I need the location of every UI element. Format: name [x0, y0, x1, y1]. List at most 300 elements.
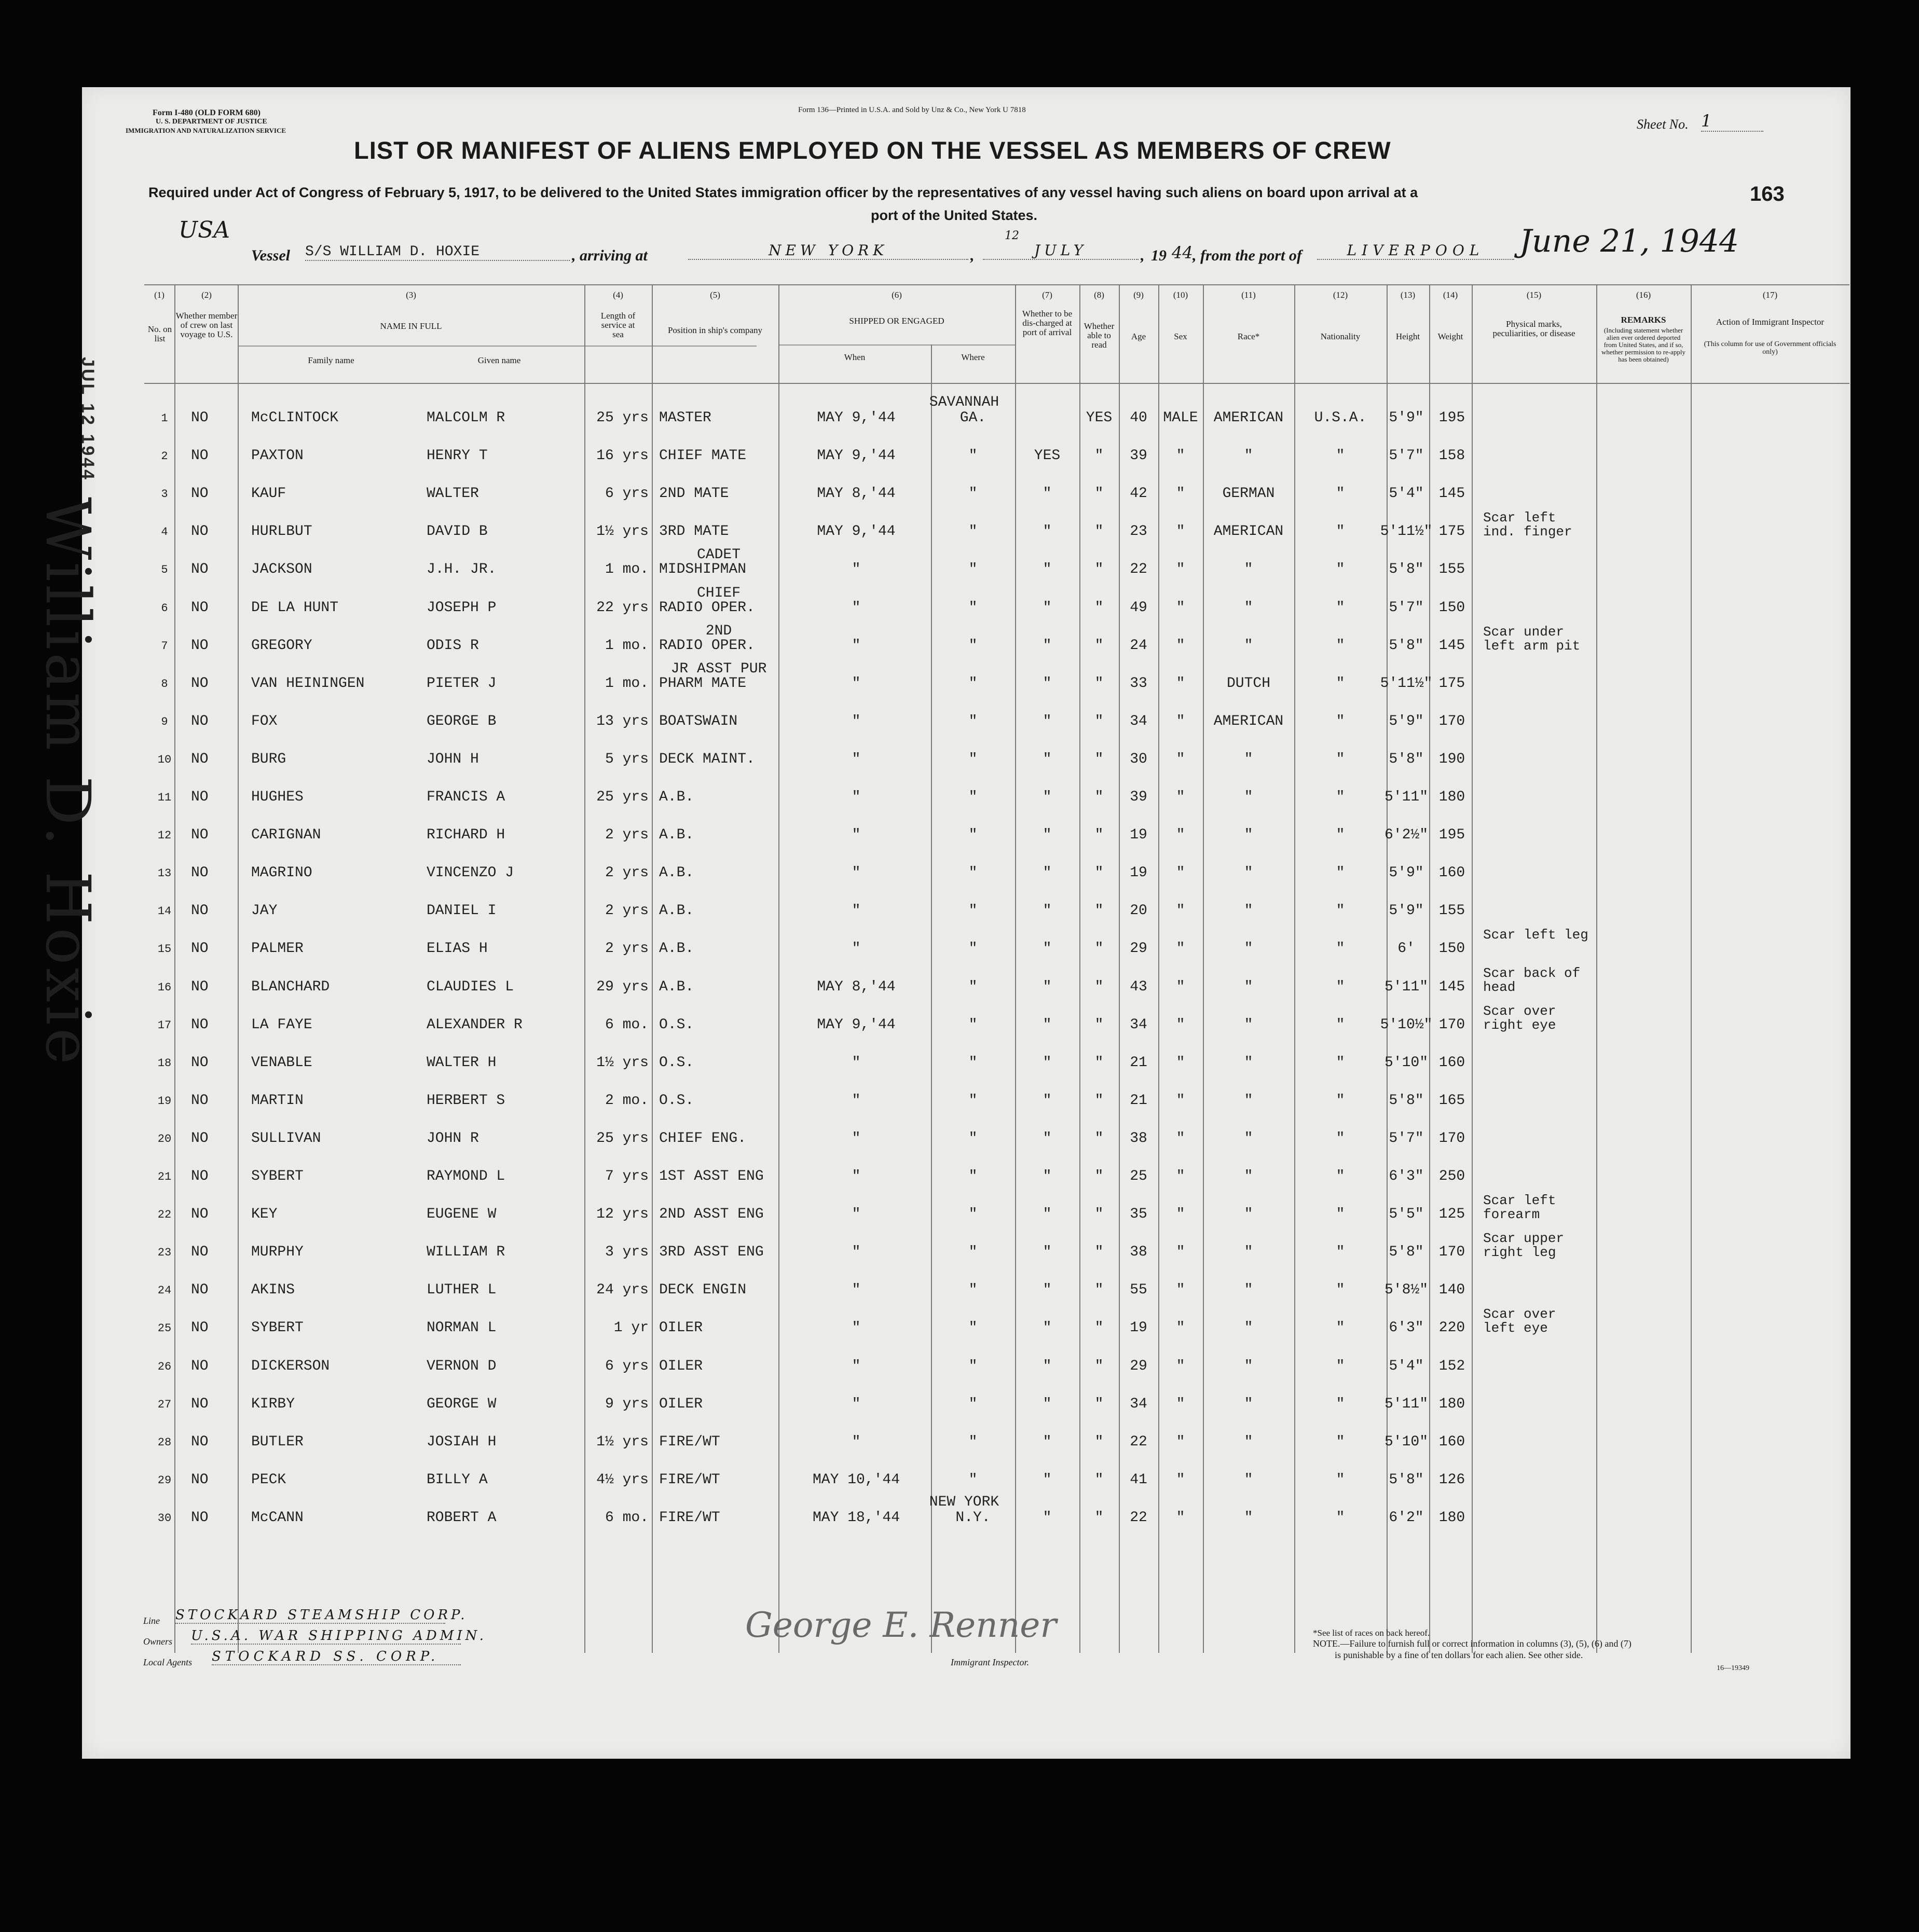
weight: 160: [1438, 1433, 1465, 1450]
col11-number: (11): [1241, 290, 1256, 300]
shipped-where: ": [968, 1054, 978, 1071]
given-name: VINCENZO J: [427, 865, 514, 881]
line-value: STOCKARD STEAMSHIP CORP.: [175, 1607, 468, 1623]
shipped-when: ": [852, 1092, 861, 1109]
height: 5'11": [1384, 1396, 1428, 1412]
col16-number: (16): [1636, 290, 1651, 300]
height: 6'3": [1389, 1320, 1424, 1336]
height: 5'4": [1389, 1358, 1424, 1374]
table-row: [82, 893, 1851, 931]
prev-voyage: NO: [191, 941, 209, 957]
race: ": [1244, 1016, 1253, 1033]
physical-marks: Scar over left eye: [1483, 1306, 1556, 1336]
shipped-where: ": [968, 637, 978, 654]
col6-header: SHIPPED OR ENGAGED: [849, 316, 944, 326]
given-name: ELIAS H: [427, 941, 488, 957]
table-row: [82, 1425, 1851, 1462]
prev-voyage: NO: [191, 448, 209, 464]
discharged: ": [1043, 1471, 1052, 1488]
family-name: AKINS: [251, 1282, 295, 1299]
given-name: JOSEPH P: [427, 599, 497, 616]
able-to-read: ": [1094, 1509, 1104, 1526]
age: 34: [1130, 1016, 1147, 1033]
table-row: [82, 623, 1851, 666]
table-row: [82, 780, 1851, 818]
family-name: KAUF: [251, 486, 286, 502]
col13-header: Height: [1395, 332, 1420, 341]
race: ": [1244, 789, 1253, 805]
family-name: KIRBY: [251, 1396, 295, 1412]
subtitle-line-1: Required under Act of Congress of February 5, 1917, to be delivered to the United States immigration officer by the representatives of any vessel having such aliens on board upon arrival at a: [148, 185, 1418, 200]
given-name: J.H. JR.: [427, 561, 497, 578]
col5-header: Position in ship's company: [667, 325, 763, 335]
row-number: 12: [157, 829, 172, 843]
sex: ": [1176, 486, 1185, 502]
discharged: ": [1043, 1320, 1052, 1336]
weight: 170: [1438, 713, 1465, 729]
physical-marks: Scar left leg: [1483, 927, 1588, 943]
table-row: [82, 704, 1851, 742]
nationality: ": [1336, 1358, 1345, 1374]
length-of-service: 24 yrs: [596, 1282, 649, 1299]
weight: 170: [1438, 1244, 1465, 1261]
discharged: ": [1043, 713, 1052, 729]
position: OILER: [659, 1396, 703, 1412]
family-name: VENABLE: [251, 1054, 312, 1071]
sheet-number: 1: [1701, 111, 1763, 132]
age: 23: [1130, 523, 1147, 540]
weight: 140: [1438, 1282, 1465, 1299]
given-name: NORMAN L: [427, 1320, 497, 1336]
sex: ": [1176, 637, 1185, 654]
race: ": [1244, 941, 1253, 957]
inspector-signature: George E. Renner: [745, 1605, 1057, 1645]
weight: 155: [1438, 903, 1465, 919]
family-name: MAGRINO: [251, 865, 312, 881]
discharged: ": [1043, 1130, 1052, 1147]
weight: 165: [1438, 1092, 1465, 1109]
length-of-service: 5 yrs: [605, 751, 649, 767]
position: FIRE/WT: [659, 1509, 720, 1526]
col15-number: (15): [1526, 290, 1542, 300]
age: 22: [1130, 1509, 1147, 1526]
given-name: ROBERT A: [427, 1509, 497, 1526]
col9-number: (9): [1133, 290, 1144, 300]
family-name: JACKSON: [251, 561, 312, 578]
shipped-where: ": [968, 1396, 978, 1412]
col16-subheader: (Including statement whether alien ever ordered deported from United States, and if so, whether permission to re-apply has been obtained): [1601, 326, 1686, 363]
length-of-service: 6 yrs: [605, 486, 649, 502]
position: OILER: [659, 1320, 703, 1336]
given-name: WALTER H: [427, 1054, 497, 1071]
owners-value: U.S.A. WAR SHIPPING ADMIN.: [191, 1628, 487, 1644]
row-number: 2: [161, 450, 168, 463]
shipped-when: ": [852, 675, 861, 692]
physical-marks: Scar under left arm pit: [1483, 624, 1581, 654]
penalty-note-2: is punishable by a fine of ten dollars for each alien. See other side.: [1335, 1650, 1583, 1660]
family-name: PECK: [251, 1471, 286, 1488]
shipped-where: ": [968, 1471, 978, 1488]
race: ": [1244, 751, 1253, 767]
race: ": [1244, 1320, 1253, 1336]
given-name: GEORGE B: [427, 713, 497, 729]
sex: ": [1176, 675, 1185, 692]
page-title: LIST OR MANIFEST OF ALIENS EMPLOYED ON THE VESSEL AS MEMBERS OF CREW: [354, 136, 1391, 164]
age: 49: [1130, 599, 1147, 616]
prev-voyage: NO: [191, 1471, 209, 1488]
length-of-service: 2 yrs: [605, 865, 649, 881]
shipped-where: ": [968, 1282, 978, 1299]
height: 6'3": [1389, 1168, 1424, 1184]
position: 1ST ASST ENG: [659, 1168, 764, 1184]
col2-number: (2): [201, 290, 212, 300]
given-name: DANIEL I: [427, 903, 497, 919]
nationality: ": [1336, 827, 1345, 844]
position: 2ND ASST ENG: [659, 1206, 764, 1223]
col11-header: Race*: [1237, 332, 1260, 341]
row-number: 28: [157, 1436, 172, 1449]
table-row: [82, 855, 1851, 893]
race: ": [1244, 1433, 1253, 1450]
form-number: Form I-480 (OLD FORM 680): [153, 108, 261, 117]
weight: 160: [1438, 1054, 1465, 1071]
col3b-header: Given name: [477, 355, 521, 365]
from-label: , from the port of: [1192, 247, 1302, 264]
weight: 195: [1438, 827, 1465, 844]
shipped-where: ": [968, 523, 978, 540]
nationality: ": [1336, 599, 1345, 616]
row-number: 8: [161, 677, 168, 691]
given-name: WILLIAM R: [427, 1244, 505, 1261]
table-row: [82, 547, 1851, 590]
shipped-when: ": [852, 1282, 861, 1299]
prev-voyage: NO: [191, 1282, 209, 1299]
discharged: ": [1043, 1433, 1052, 1450]
height: 5'8": [1389, 1471, 1424, 1488]
given-name: ALEXANDER R: [427, 1016, 523, 1033]
weight: 125: [1438, 1206, 1465, 1223]
table-row: [82, 818, 1851, 855]
shipped-where: ": [968, 789, 978, 805]
able-to-read: ": [1094, 1244, 1104, 1261]
row-number: 13: [157, 867, 172, 880]
height: 5'8": [1389, 637, 1424, 654]
position: CHIEF ENG.: [659, 1130, 747, 1147]
nationality: ": [1336, 448, 1345, 464]
shipped-when: ": [852, 789, 861, 805]
length-of-service: 6 mo.: [605, 1016, 649, 1033]
length-of-service: 16 yrs: [596, 448, 649, 464]
prev-voyage: NO: [191, 637, 209, 654]
weight: 195: [1438, 410, 1465, 426]
row-number: 1: [161, 412, 168, 425]
age: 42: [1130, 486, 1147, 502]
nationality: ": [1336, 903, 1345, 919]
weight: 145: [1438, 486, 1465, 502]
position: MASTER: [659, 410, 711, 426]
discharged: ": [1043, 1358, 1052, 1374]
table-row: [82, 438, 1851, 476]
discharged: ": [1043, 827, 1052, 844]
row-number: 7: [161, 639, 168, 653]
shipped-when: ": [852, 1433, 861, 1450]
given-name: RAYMOND L: [427, 1168, 505, 1184]
able-to-read: ": [1094, 1396, 1104, 1412]
col8-header: Whether able to read: [1084, 321, 1115, 350]
row-number: 4: [161, 526, 168, 539]
row-number: 11: [157, 791, 172, 804]
height: 5'10": [1384, 1054, 1428, 1071]
age: 41: [1130, 1471, 1147, 1488]
discharged: ": [1043, 1054, 1052, 1071]
col4-number: (4): [613, 290, 623, 300]
col15-header: Physical marks, peculiarities, or disease: [1492, 319, 1575, 338]
shipped-where: ": [968, 1130, 978, 1147]
sex: ": [1176, 1471, 1185, 1488]
length-of-service: 2 yrs: [605, 827, 649, 844]
weight: 126: [1438, 1471, 1465, 1488]
weight: 160: [1438, 865, 1465, 881]
weight: 170: [1438, 1016, 1465, 1033]
prev-voyage: NO: [191, 1358, 209, 1374]
prev-voyage: NO: [191, 865, 209, 881]
discharged: ": [1043, 903, 1052, 919]
able-to-read: ": [1094, 1168, 1104, 1184]
sex: ": [1176, 1244, 1185, 1261]
row-number: 23: [157, 1246, 172, 1260]
row-number: 15: [157, 943, 172, 956]
sex: ": [1176, 789, 1185, 805]
age: 38: [1130, 1244, 1147, 1261]
sex: ": [1176, 903, 1185, 919]
able-to-read: YES: [1086, 410, 1113, 426]
length-of-service: 9 yrs: [605, 1396, 649, 1412]
able-to-read: ": [1094, 486, 1104, 502]
discharged: ": [1043, 637, 1052, 654]
shipped-where: ": [968, 713, 978, 729]
position: OILER: [659, 1358, 703, 1374]
length-of-service: 25 yrs: [596, 410, 649, 426]
prev-voyage: NO: [191, 713, 209, 729]
shipped-where: ": [968, 865, 978, 881]
able-to-read: ": [1094, 865, 1104, 881]
given-name: CLAUDIES L: [427, 978, 514, 995]
age: 22: [1130, 561, 1147, 578]
race: ": [1244, 1130, 1253, 1147]
prev-voyage: NO: [191, 486, 209, 502]
shipped-where: ": [968, 1168, 978, 1184]
table-row: [82, 1494, 1851, 1538]
length-of-service: 1 yr: [613, 1320, 649, 1336]
given-name: FRANCIS A: [427, 789, 505, 805]
table-row: [82, 1193, 1851, 1235]
age: 55: [1130, 1282, 1147, 1299]
shipped-where: ": [968, 941, 978, 957]
sex: ": [1176, 1509, 1185, 1526]
given-name: HERBERT S: [427, 1092, 505, 1109]
height: 6'2½": [1384, 827, 1428, 844]
prev-voyage: NO: [191, 1168, 209, 1184]
given-name: BILLY A: [427, 1471, 488, 1488]
given-name: WALTER: [427, 486, 479, 502]
weight: 155: [1438, 561, 1465, 578]
table-row: [82, 742, 1851, 780]
prev-voyage: NO: [191, 1016, 209, 1033]
race: ": [1244, 1396, 1253, 1412]
sheet-label: Sheet No.: [1637, 117, 1689, 132]
nationality: ": [1336, 561, 1345, 578]
departure-port: LIVERPOOL: [1317, 242, 1514, 260]
height: 5'11½": [1380, 675, 1433, 692]
height: 5'10": [1384, 1433, 1428, 1450]
race: ": [1244, 448, 1253, 464]
age: 30: [1130, 751, 1147, 767]
discharged: ": [1043, 1396, 1052, 1412]
col17-header: Action of Immigrant Inspector: [1716, 317, 1825, 327]
shipped-where: ": [968, 1320, 978, 1336]
length-of-service: 1 mo.: [605, 675, 649, 692]
prev-voyage: NO: [191, 751, 209, 767]
inspector-label: Immigrant Inspector.: [951, 1657, 1029, 1667]
weight: 150: [1438, 941, 1465, 957]
family-name: GREGORY: [251, 637, 312, 654]
able-to-read: ": [1094, 1320, 1104, 1336]
able-to-read: ": [1094, 713, 1104, 729]
col17-number: (17): [1762, 290, 1778, 300]
length-of-service: 22 yrs: [596, 599, 649, 616]
race: ": [1244, 1168, 1253, 1184]
sex: ": [1176, 941, 1185, 957]
shipped-where: ": [968, 827, 978, 844]
shipped-where: ": [968, 561, 978, 578]
given-name: JOHN R: [427, 1130, 479, 1147]
position: PHARM MATE: [659, 675, 747, 692]
family-name: SYBERT: [251, 1168, 304, 1184]
sex: ": [1176, 1320, 1185, 1336]
weight: 190: [1438, 751, 1465, 767]
sex: ": [1176, 751, 1185, 767]
shipped-where: ": [968, 1092, 978, 1109]
given-name: ODIS R: [427, 637, 479, 654]
height: 5'7": [1389, 599, 1424, 616]
given-name: MALCOLM R: [427, 410, 505, 426]
race: ": [1244, 599, 1253, 616]
race: AMERICAN: [1213, 523, 1284, 540]
row-number: 24: [157, 1284, 172, 1298]
prev-voyage: NO: [191, 1130, 209, 1147]
position: A.B.: [659, 789, 694, 805]
shipped-when: ": [852, 941, 861, 957]
nationality: ": [1336, 1168, 1345, 1184]
sex: ": [1176, 713, 1185, 729]
table-row: [82, 1121, 1851, 1159]
row-number: 14: [157, 905, 172, 918]
shipped-when: MAY 9,'44: [817, 448, 896, 464]
col16-header: REMARKS: [1621, 315, 1666, 325]
col4-header: Length of service at sea: [600, 311, 636, 339]
row-number: 3: [161, 488, 168, 501]
height: 5'9": [1389, 903, 1424, 919]
table-row: [82, 965, 1851, 1008]
sex: ": [1176, 1282, 1185, 1299]
shipped-when: ": [852, 1130, 861, 1147]
sex: ": [1176, 1054, 1185, 1071]
physical-marks: Scar left forearm: [1483, 1193, 1556, 1223]
nationality: ": [1336, 1282, 1345, 1299]
weight: 250: [1438, 1168, 1465, 1184]
col10-number: (10): [1173, 290, 1188, 300]
position: O.S.: [659, 1016, 694, 1033]
shipped-where-prefix: SAVANNAH: [929, 394, 999, 410]
family-name: KEY: [251, 1206, 278, 1223]
col10-header: Sex: [1174, 332, 1187, 341]
nationality: ": [1336, 1509, 1345, 1526]
table-row: [82, 394, 1851, 438]
length-of-service: 25 yrs: [596, 789, 649, 805]
discharged: ": [1043, 1282, 1052, 1299]
nationality: ": [1336, 941, 1345, 957]
shipped-when: ": [852, 561, 861, 578]
table-row: [82, 1306, 1851, 1348]
agents-value: STOCKARD SS. CORP.: [212, 1649, 461, 1665]
physical-marks: Scar upper right leg: [1483, 1231, 1565, 1261]
discharged: ": [1043, 978, 1052, 995]
nationality: ": [1336, 637, 1345, 654]
family-name: McCLINTOCK: [251, 410, 339, 426]
length-of-service: 6 yrs: [605, 1358, 649, 1374]
sex: ": [1176, 599, 1185, 616]
height: 5'9": [1389, 410, 1424, 426]
nationality: ": [1336, 486, 1345, 502]
family-name: JAY: [251, 903, 278, 919]
nationality: ": [1336, 1471, 1345, 1488]
shipped-where: ": [968, 1016, 978, 1033]
height: 5'8": [1389, 1244, 1424, 1261]
sex: ": [1176, 1358, 1185, 1374]
able-to-read: ": [1094, 523, 1104, 540]
given-name: PIETER J: [427, 675, 497, 692]
row-number: 22: [157, 1208, 172, 1222]
discharged: ": [1043, 751, 1052, 767]
height: 5'7": [1389, 448, 1424, 464]
age: 33: [1130, 675, 1147, 692]
given-name: JOSIAH H: [427, 1433, 497, 1450]
subtitle-line-2: port of the United States.: [871, 208, 1038, 223]
shipped-when: ": [852, 1396, 861, 1412]
position: A.B.: [659, 941, 694, 957]
shipped-when: MAY 9,'44: [817, 410, 896, 426]
able-to-read: ": [1094, 1358, 1104, 1374]
position: FIRE/WT: [659, 1433, 720, 1450]
shipped-when: ": [852, 599, 861, 616]
row-number: 16: [157, 981, 172, 994]
family-name: DICKERSON: [251, 1358, 330, 1374]
position: MIDSHIPMAN: [659, 561, 747, 578]
age: 29: [1130, 941, 1147, 957]
height: 5'7": [1389, 1130, 1424, 1147]
shipped-when: ": [852, 1168, 861, 1184]
col6b-header: Where: [961, 352, 985, 362]
service-name: IMMIGRATION AND NATURALIZATION SERVICE: [126, 127, 286, 134]
weight: 150: [1438, 599, 1465, 616]
table-row: [82, 1045, 1851, 1083]
prev-voyage: NO: [191, 675, 209, 692]
col14-header: Weight: [1437, 332, 1463, 341]
row-number: 9: [161, 715, 168, 728]
race: ": [1244, 637, 1253, 654]
handwritten-vessel-name: William D. Hoxie: [32, 497, 104, 1068]
age: 19: [1130, 827, 1147, 844]
